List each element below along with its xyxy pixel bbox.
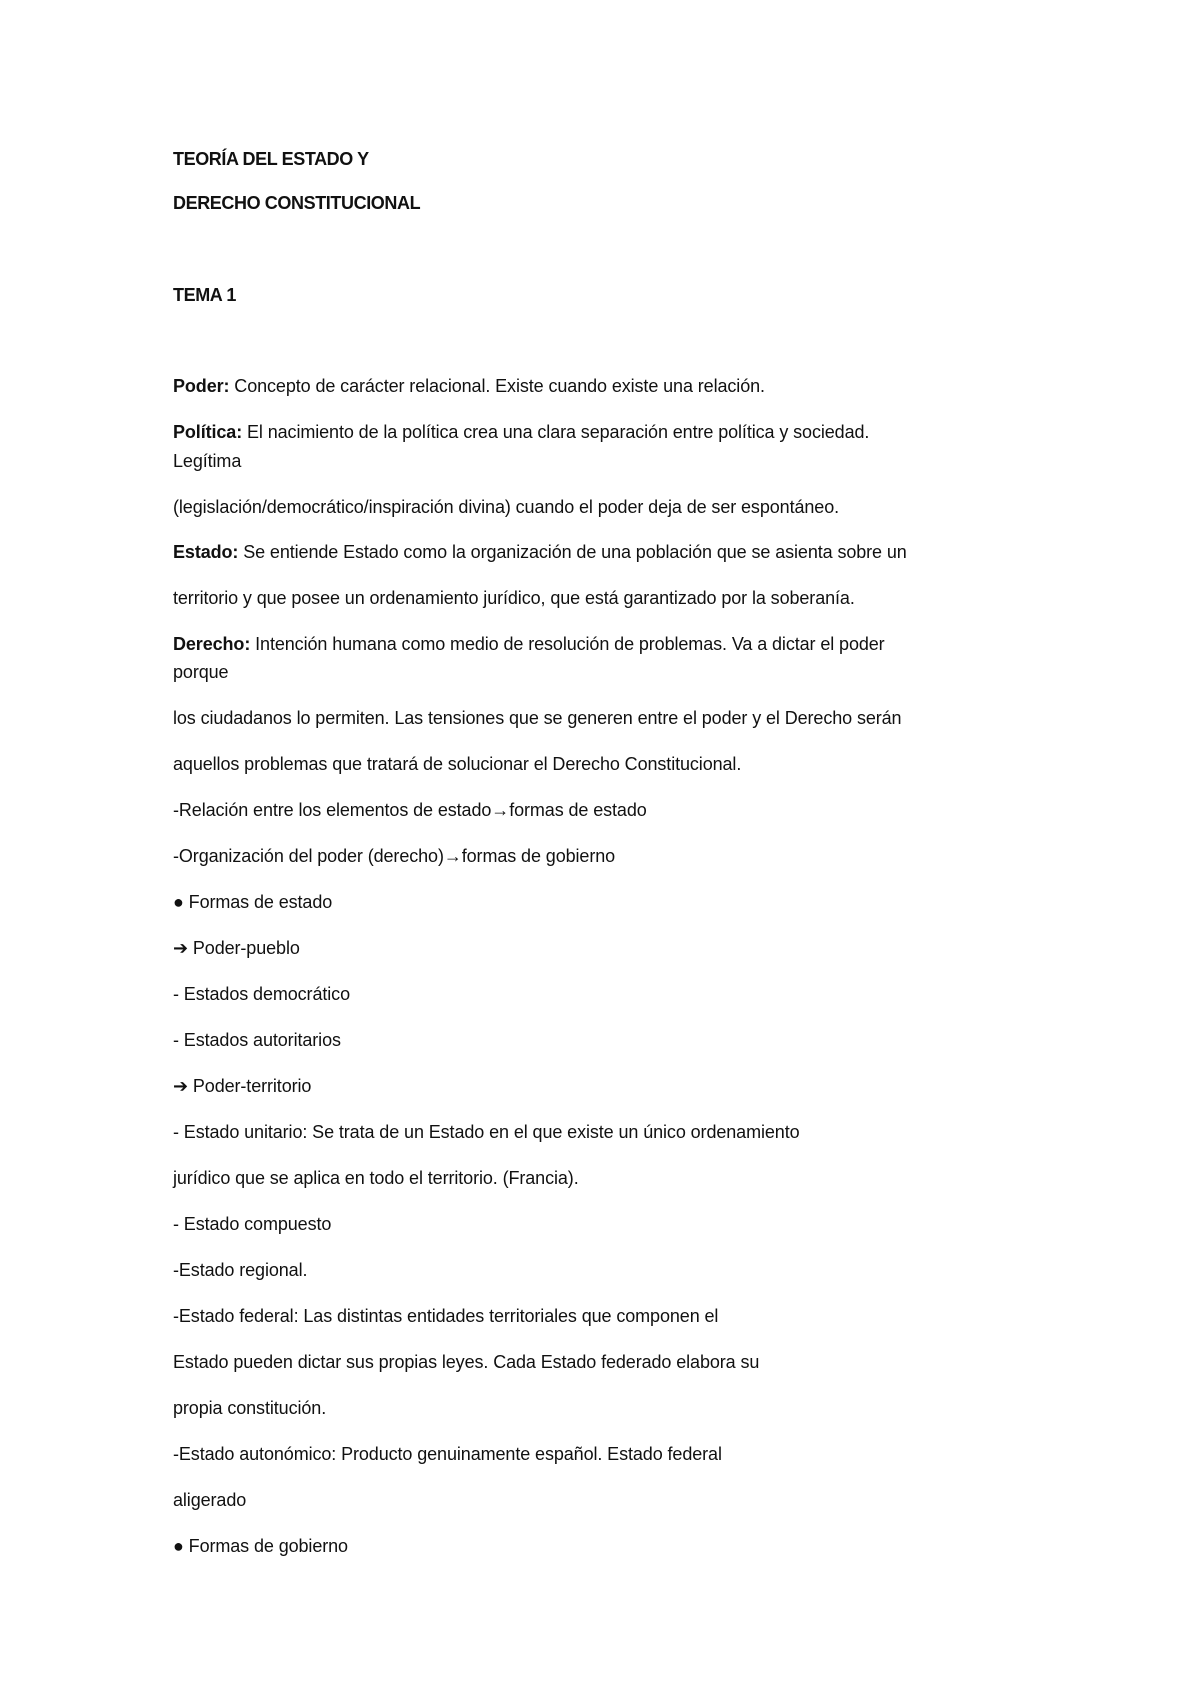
text-line: propia constitución.: [173, 1398, 327, 1418]
document-title-line-1: TEORÍA DEL ESTADO Y: [173, 149, 369, 169]
text-line: jurídico que se aplica en todo el territorio. (Francia).: [173, 1168, 579, 1188]
document-title-line-2: DERECHO CONSTITUCIONAL: [173, 193, 421, 213]
definition-politica: [173, 420, 1033, 444]
definition-politica-continuation: (legislación/democrático/inspiración divina) cuando el poder deja de ser espontáneo.: [173, 497, 840, 517]
list-item: - Estado compuesto: [173, 1214, 332, 1234]
term-poder: Poder:: [173, 376, 230, 396]
definition-derecho: [173, 632, 1033, 656]
bullet-item: ● Formas de gobierno: [173, 1536, 348, 1556]
definition-derecho-text: Intención humana como medio de resolución de problemas. Va a dictar el poder: [250, 634, 885, 654]
list-item: - Estados democrático: [173, 984, 350, 1004]
text-line: aligerado: [173, 1490, 247, 1510]
text-line: -Relación entre los elementos de estado→formas de estado: [173, 800, 647, 820]
arrow-item: ➔ Poder-pueblo: [173, 938, 300, 958]
term-derecho: Derecho:: [173, 634, 251, 654]
text-line: Estado pueden dictar sus propias leyes. Cada Estado federado elabora su: [173, 1352, 760, 1372]
definition-poder: [173, 374, 1033, 398]
bullet-item: ● Formas de estado: [173, 892, 333, 912]
definition-estado-text: Se entiende Estado como la organización de una población que se asienta sobre un: [238, 542, 907, 562]
definition-poder-text: Concepto de carácter relacional. Existe cuando existe una relación.: [229, 376, 765, 396]
term-estado: Estado:: [173, 542, 239, 562]
definition-derecho-continuation-1: los ciudadanos lo permiten. Las tensiones que se generen entre el poder y el Derecho serán: [173, 708, 902, 728]
definition-politica-wrap: Legítima: [173, 451, 242, 471]
list-item: -Estado regional.: [173, 1260, 308, 1280]
list-item: - Estados autoritarios: [173, 1030, 341, 1050]
definition-derecho-continuation-2: aquellos problemas que tratará de solucionar el Derecho Constitucional.: [173, 754, 742, 774]
definition-derecho-wrap: porque: [173, 662, 229, 682]
definition-estado: [173, 540, 1033, 564]
list-item: - Estado unitario: Se trata de un Estado en el que existe un único ordenamiento: [173, 1122, 800, 1142]
arrow-item: ➔ Poder-territorio: [173, 1076, 312, 1096]
definition-estado-continuation: territorio y que posee un ordenamiento jurídico, que está garantizado por la soberanía.: [173, 588, 855, 608]
definition-politica-text: El nacimiento de la política crea una clara separación entre política y sociedad.: [242, 422, 870, 442]
topic-heading: TEMA 1: [173, 285, 236, 305]
term-politica: Política:: [173, 422, 243, 442]
text-line: -Organización del poder (derecho)→formas de gobierno: [173, 846, 616, 866]
list-item: -Estado federal: Las distintas entidades territoriales que componen el: [173, 1306, 719, 1326]
list-item: -Estado autonómico: Producto genuinamente español. Estado federal: [173, 1444, 722, 1464]
